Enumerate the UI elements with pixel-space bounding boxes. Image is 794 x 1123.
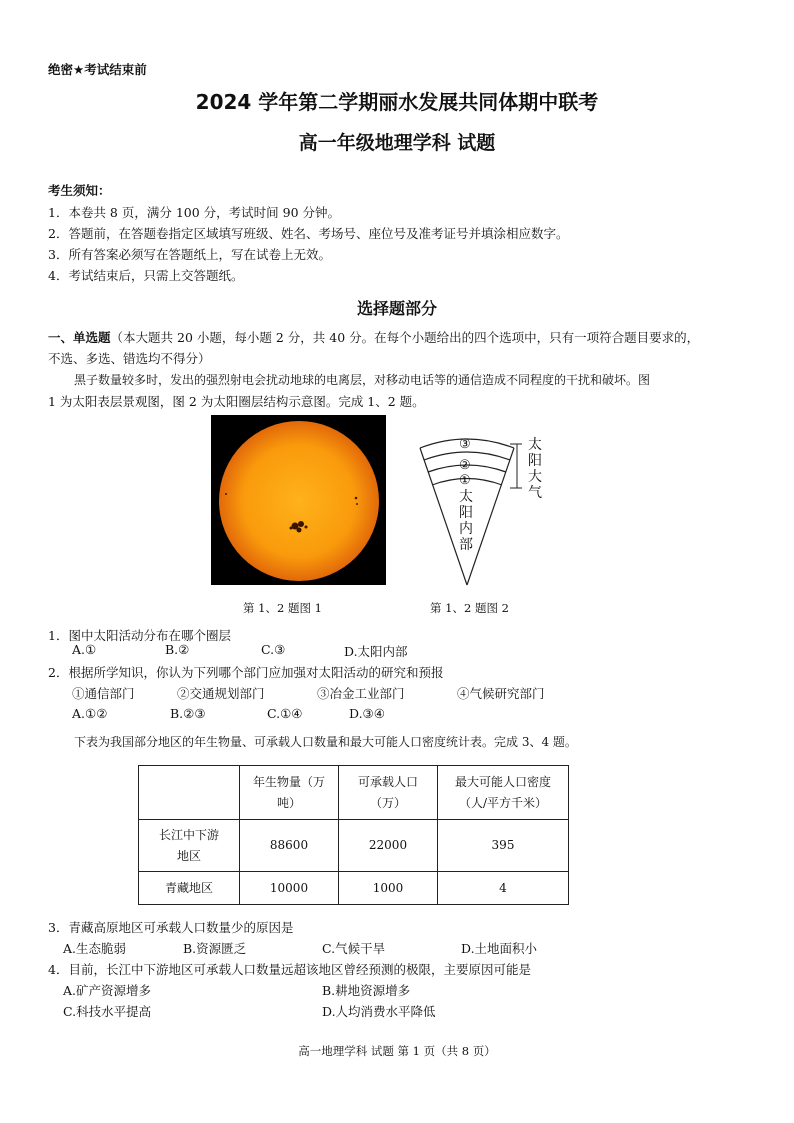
notice-item: 2．答题前，在答题卷指定区域填写班级、姓名、考场号、座位号及准考证号并填涂相应数字。 (48, 226, 569, 241)
table-cell-region: 青藏地区 (139, 872, 240, 905)
exam-title: 2024 学年第二学期丽水发展共同体期中联考 (195, 90, 599, 114)
solar-interior-label: 太 阳 内 部 (459, 489, 473, 553)
table-header-cell: 可承载人口 （万） (339, 766, 438, 820)
q1-option-d: D.太阳内部 (344, 644, 408, 659)
q2-item: ②交通规划部门 (177, 686, 265, 701)
table-cell: 4 (438, 872, 569, 905)
table-row (139, 872, 569, 905)
notice-heading: 考生须知： (48, 183, 111, 198)
q3-option-d: D.土地面积小 (461, 941, 538, 956)
q2-item: ④气候研究部门 (457, 686, 545, 701)
q4-option-c: C.科技水平提高 (63, 1004, 152, 1019)
table-cell: 22000 (339, 820, 438, 872)
passage-1-line-2: 1 为太阳表层景观图，图 2 为太阳圈层结构示意图。完成 1、2 题。 (48, 394, 425, 409)
question-1-stem: 1．图中太阳活动分布在哪个圈层 (48, 628, 231, 643)
q4-option-d: D.人均消费水平降低 (322, 1004, 436, 1019)
q4-option-a: A.矿产资源增多 (63, 983, 152, 998)
q2-item: ③冶金工业部门 (317, 686, 405, 701)
q2-option-b: B.②③ (170, 706, 206, 721)
question-2-stem: 2．根据所学知识，你认为下列哪个部门应加强对太阳活动的研究和预报 (48, 665, 444, 680)
table-cell: 395 (438, 820, 569, 872)
notice-item: 3．所有答案必须写在答题纸上，写在试卷上无效。 (48, 247, 331, 262)
notice-item: 1．本卷共 8 页，满分 100 分，考试时间 90 分钟。 (48, 205, 341, 220)
table-cell: 1000 (339, 872, 438, 905)
page-footer: 高一地理学科 试题 第 1 页（共 8 页） (298, 1044, 496, 1058)
question-4-stem: 4．目前，长江中下游地区可承载人口数量远超该地区曾经预测的极限，主要原因可能是 (48, 962, 531, 977)
part-label: 一、单选题 (48, 330, 111, 345)
q1-option-a: A.① (72, 642, 97, 657)
q1-option-c: C.③ (261, 642, 286, 657)
confidential-label: 绝密★考试结束前 (48, 62, 147, 77)
q3-option-a: A.生态脆弱 (63, 941, 127, 956)
q2-option-c: C.①④ (267, 706, 303, 721)
sun-surface-image (211, 415, 386, 585)
table-header-row (139, 766, 569, 820)
q3-option-b: B.资源匮乏 (183, 941, 247, 956)
exam-subtitle: 高一年级地理学科 试题 (298, 132, 496, 154)
notice-item: 4．考试结束后，只需上交答题纸。 (48, 268, 244, 283)
q2-option-a: A.①② (72, 706, 108, 721)
table-header-cell (139, 766, 240, 820)
layer-2-label: ② (459, 458, 471, 473)
q1-option-b: B.② (165, 642, 190, 657)
part-desc-cont: 不选、多选、错选均不得分） (48, 351, 211, 366)
table-header-cell: 最大可能人口密度 （人/平方千米） (438, 766, 569, 820)
statistics-table (138, 765, 569, 905)
q2-item: ①通信部门 (72, 686, 135, 701)
sun-icon (211, 415, 386, 585)
figure-2-caption: 第 1、2 题图 2 (430, 601, 509, 615)
q2-option-d: D.③④ (349, 706, 385, 721)
table-cell: 88600 (240, 820, 339, 872)
q3-option-c: C.气候干旱 (322, 941, 386, 956)
passage-1-line-1: 黑子数量较多时，发出的强烈射电会扰动地球的电离层，对移动电话等的通信造成不同程度的干扰和破坏。图 (74, 373, 651, 387)
part-desc: （本大题共 20 小题，每小题 2 分，共 40 分。在每个小题给出的四个选项中，只有一项符合题目要求的， (110, 330, 700, 345)
table-row (139, 820, 569, 872)
passage-2: 下表为我国部分地区的年生物量、可承载人口数量和最大可能人口密度统计表。完成 3、4 题。 (74, 735, 577, 749)
table-cell: 10000 (240, 872, 339, 905)
solar-atmosphere-label: 太 阳 大 气 (528, 437, 542, 501)
part-instructions (48, 328, 699, 346)
section-title: 选择题部分 (356, 299, 437, 318)
layer-1-label: ① (459, 473, 471, 488)
layer-3-label: ③ (459, 437, 471, 452)
q4-option-b: B.耕地资源增多 (322, 983, 411, 998)
figure-1-caption: 第 1、2 题图 1 (243, 601, 322, 615)
table-cell-region: 长江中下游 地区 (139, 820, 240, 872)
table-header-cell: 年生物量（万 吨） (240, 766, 339, 820)
question-3-stem: 3．青藏高原地区可承载人口数量少的原因是 (48, 920, 294, 935)
